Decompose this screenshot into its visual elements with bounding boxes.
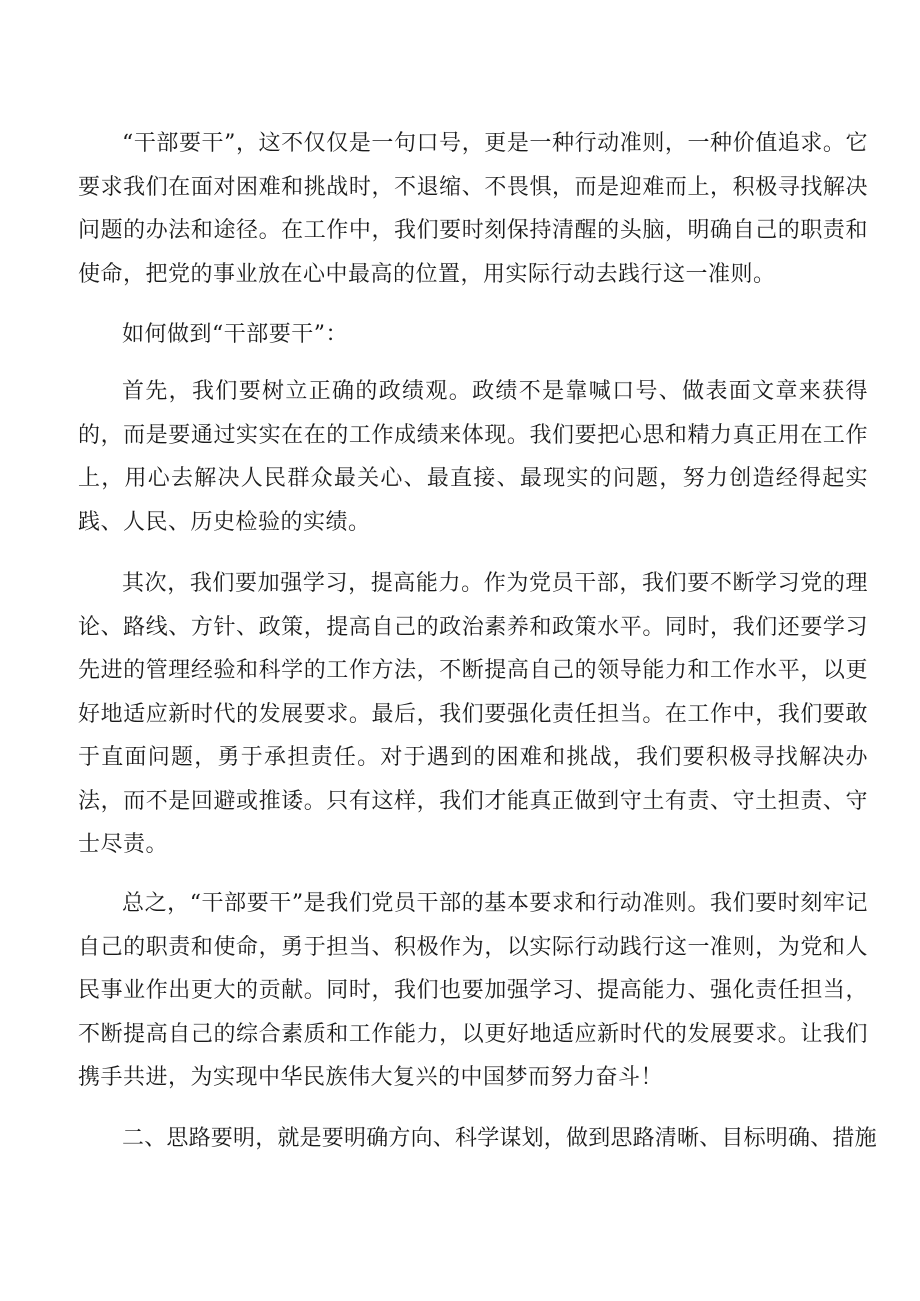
paragraph-how-to: 如何做到“干部要干”：: [122, 322, 348, 347]
paragraph-conclusion: 总之，“干部要干”是我们党员干部的基本要求和行动准则。我们要时刻牢记自己的职责和使命，勇于担当、积极作为，以实际行动践行这一准则，为党和人民事业作出更大的贡献。同时，我们也要加强学习、提高能力、强化责任担当，不断提高自己的综合素质和工作能力，以更好地适应新时代的发展要求。让我们携手共进，为实现中华民族伟大复兴的中国梦而努力奋斗！: [78, 891, 868, 1090]
paragraph-first: 首先，我们要树立正确的政绩观。政绩不是靠喊口号、做表面文章来获得的，而是要通过实实在在的工作成绩来体现。我们要把心思和精力真正用在工作上，用心去解决人民群众最关心、最直接、最现实的问题，努力创造经得起实践、人民、历史检验的实绩。: [78, 379, 868, 535]
section-heading: 二、思路要明，就是要明确方向、科学谋划，做到思路清晰、目标明确、措施: [122, 1126, 877, 1151]
paragraph-intro: “干部要干”，这不仅仅是一句口号，更是一种行动准则，一种价值追求。它要求我们在面对困难和挑战时，不退缩、不畏惧，而是迎难而上，积极寻找解决问题的办法和途径。在工作中，我们要时刻保持清醒的头脑，明确自己的职责和使命，把党的事业放在心中最高的位置，用实际行动去践行这一准则。: [78, 131, 868, 287]
paragraph-second: 其次，我们要加强学习，提高能力。作为党员干部，我们要不断学习党的理论、路线、方针、政策，提高自己的政治素养和政策水平。同时，我们还要学习先进的管理经验和科学的工作方法，不断提高自己的领导能力和工作水平，以更好地适应新时代的发展要求。最后，我们要强化责任担当。在工作中，我们要敢于直面问题，勇于承担责任。对于遇到的困难和挑战，我们要积极寻找解决办法，而不是回避或推诿。只有这样，我们才能真正做到守土有责、守土担责、守士尽责。: [78, 571, 868, 857]
